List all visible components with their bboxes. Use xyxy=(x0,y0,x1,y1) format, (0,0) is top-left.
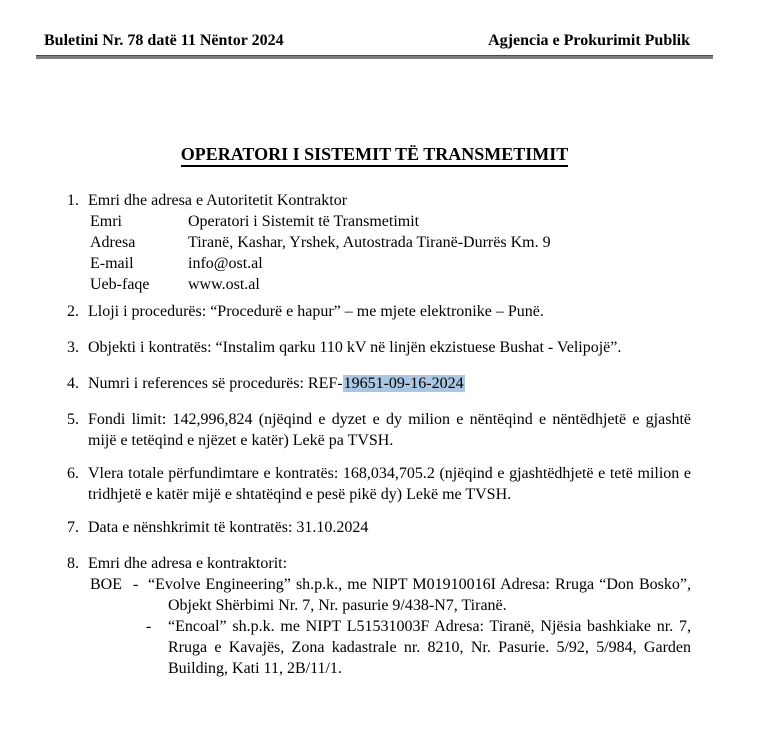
contact-value-website: www.ost.al xyxy=(188,276,260,293)
document-header xyxy=(0,0,759,51)
contact-value: Tiranë, Kashar, Yrshek, Autostrada Tiranë-Durrës Km. 9 xyxy=(188,234,551,251)
item-number: 4. xyxy=(67,375,79,392)
header-rule xyxy=(36,55,713,59)
list-item-procedure-type xyxy=(67,301,691,322)
page-title: OPERATORI I SISTEMIT TË TRANSMETIMIT xyxy=(181,144,568,167)
item-number: 7. xyxy=(67,519,79,536)
item-number: 6. xyxy=(67,465,79,482)
selected-reference-text[interactable]: 19651-09-16-2024 xyxy=(343,375,464,392)
contractor-text: “Encoal” sh.p.k. me NIPT L51531003F Adresa: Tiranë, Njësia bashkiake nr. 7, Rruga e Kavajës, Zona kadastrale nr. 8210, Nr. Pasurie. 5/92, 5/984, Garden Building, Kati 11, 2B/11/1. xyxy=(168,618,691,677)
title-container xyxy=(36,144,713,167)
item-heading: Emri dhe adresa e Autoritetit Kontraktor xyxy=(88,192,348,209)
contact-value: Operatori i Sistemit të Transmetimit xyxy=(188,213,420,230)
agency-header-text: Agjencia e Prokurimit Publik xyxy=(488,32,690,49)
contact-label: Ueb-faqe xyxy=(90,276,150,293)
item-text: Data e nënshkrimit të kontratës: 31.10.2024 xyxy=(88,519,369,536)
contact-row-email xyxy=(90,253,691,274)
item-text: Fondi limit: 142,996,824 (njëqind e dyzet e dy milion e nëntëqind e nëntëdhjetë e gjashtë mijë e tetëqind e njëzet e katër) Lekë pa TVSH. xyxy=(88,411,691,449)
contractor-entry-2 xyxy=(146,616,691,679)
reference-prefix: Numri i references së procedurës: REF- xyxy=(88,375,343,392)
contact-label: E-mail xyxy=(90,255,134,272)
contact-row-name xyxy=(90,211,691,232)
contact-row-address xyxy=(90,232,691,253)
list-item-limit-fund xyxy=(67,409,691,451)
item-number: 2. xyxy=(67,303,79,320)
numbered-list xyxy=(0,167,759,679)
list-item-authority xyxy=(67,190,691,295)
list-item-reference-number xyxy=(67,373,691,394)
contact-label: Adresa xyxy=(90,234,136,251)
contact-label: Emri xyxy=(90,213,122,230)
contractor-dash: - xyxy=(133,576,139,593)
bulletin-header-text: Buletini Nr. 78 datë 11 Nëntor 2024 xyxy=(44,32,284,49)
item-text: Objekti i kontratës: “Instalim qarku 110 kV në linjën ekzistuese Bushat - Velipojë”. xyxy=(88,339,622,356)
item-number: 3. xyxy=(67,339,79,356)
list-item-signing-date xyxy=(67,517,691,538)
contact-value-email: info@ost.al xyxy=(188,255,263,272)
contact-row-website xyxy=(90,274,691,295)
contractor-dash: - xyxy=(146,618,152,635)
item-number: 1. xyxy=(67,192,79,209)
item-text: Vlera totale përfundimtare e kontratës: 168,034,705.2 (njëqind e gjashtëdhjetë e tetë milion e tridhjetë e katër mijë e shtatëqind e pesë pikë dy) Lekë me TVSH. xyxy=(88,465,691,503)
boe-label: BOE xyxy=(90,576,122,593)
list-item-total-value xyxy=(67,463,691,505)
item-number: 5. xyxy=(67,411,79,428)
item-heading: Emri dhe adresa e kontraktorit: xyxy=(88,555,288,572)
list-item-contract-object xyxy=(67,337,691,358)
contractor-text: “Evolve Engineering” sh.p.k., me NIPT M01910016I Adresa: Rruga “Don Bosko”, Objekt Shërbimi Nr. 7, Nr. pasurie 9/438-N7, Tiranë. xyxy=(148,576,691,614)
list-item-contractor xyxy=(67,553,691,679)
item-text: Lloji i procedurës: “Procedurë e hapur” – me mjete elektronike – Punë. xyxy=(88,303,544,320)
item-number: 8. xyxy=(67,555,79,572)
contractor-entry-1 xyxy=(90,574,691,616)
